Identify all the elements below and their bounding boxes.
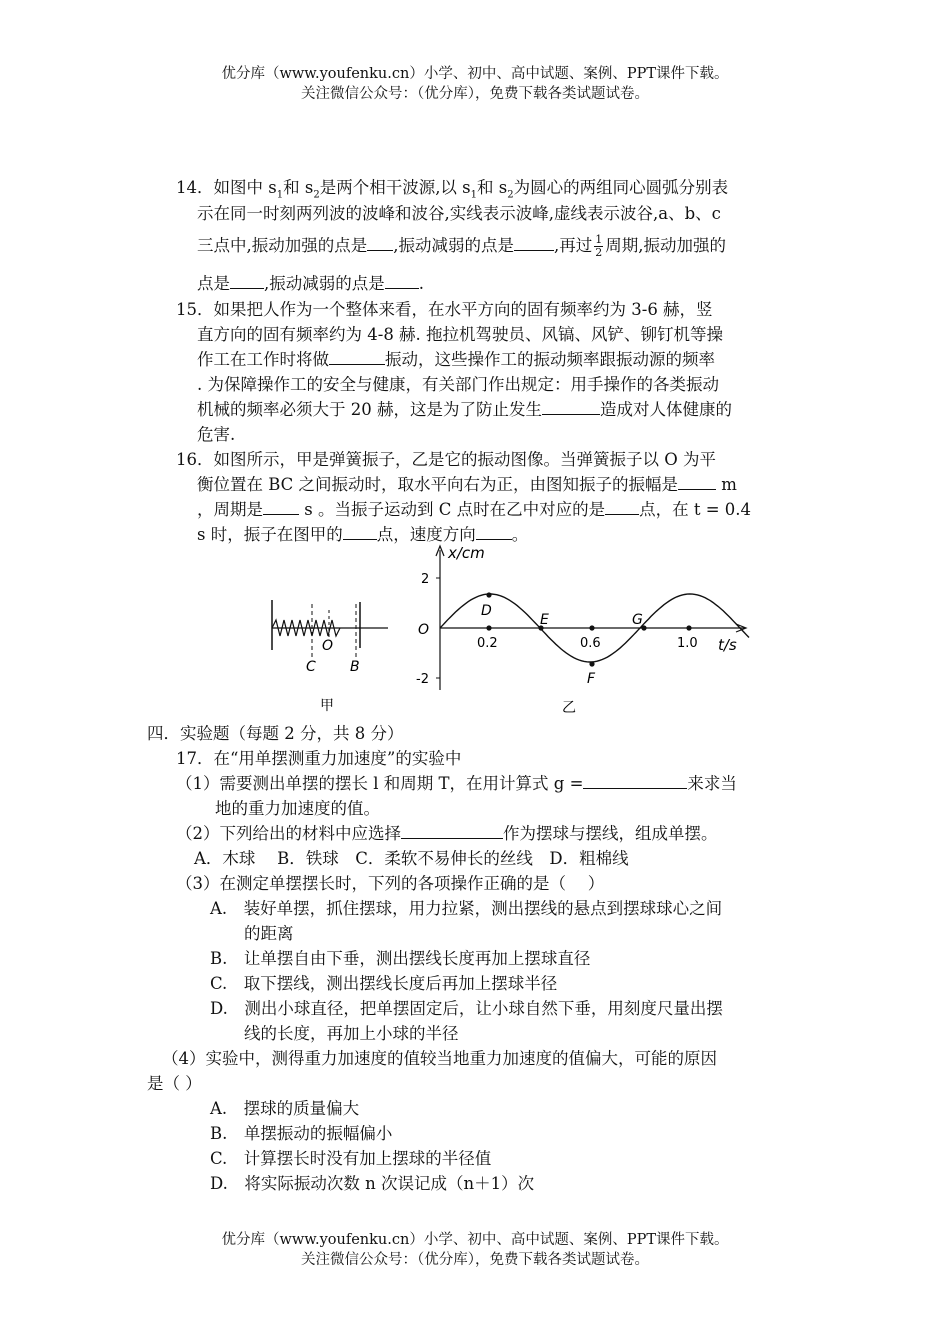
answer-blank[interactable] [401, 822, 503, 839]
q17-title: 17．在“用单摆测重力加速度”的实验中 [176, 749, 462, 768]
q17-part4-option-C: C. 计算摆长时没有加上摆球的半径值 [210, 1149, 492, 1168]
footer-line-1: 优分库（www.youfenku.cn）小学、初中、高中试题、案例、PPT课件下载。 [221, 1232, 729, 1248]
y-tick-label: -2 [416, 672, 429, 687]
spring-oscillator-diagram [272, 600, 388, 714]
answer-blank[interactable] [583, 772, 687, 789]
answer-blank[interactable] [678, 473, 716, 490]
fraction-one-half: $\frac{1}{2}$ [595, 233, 603, 259]
label-G: G [632, 612, 643, 628]
q14-line-4: 点是 ,振动减弱的点是 . [197, 274, 424, 293]
q16-line-2: 衡位置在 BC 之间振动时，取水平向右为正，由图知振子的振幅是 m [197, 475, 737, 494]
label-E: E [540, 612, 549, 628]
vibration-figure [260, 540, 780, 720]
answer-blank[interactable] [343, 523, 377, 540]
q15-line-4: . 为保障操作工的安全与健康，有关部门作出规定：用手操作的各类振动 [197, 375, 719, 394]
q15-line-3: 作工在工作时将做 振动，这些操作工的振动频率跟振动源的频率 [197, 350, 715, 369]
answer-blank[interactable] [263, 498, 299, 515]
tick-dot-0.6 [589, 625, 594, 630]
answer-blank[interactable] [367, 234, 393, 251]
origin-label: O [418, 622, 430, 638]
point-F [589, 661, 594, 666]
q17-part4-line2: 是（ ） [147, 1074, 202, 1093]
q14-line-1: 14．如图中 $s_1$和 $s_2$是两个相干波源,以 $s_1$和 $s_2$为圆心的两组同心圆弧分别表 [176, 178, 729, 201]
q15-line-5: 机械的频率必须大于 20 赫，这是为了防止发生 造成对人体健康的 [197, 400, 732, 419]
q17-part1-line2: 地的重力加速度的值。 [215, 799, 380, 818]
q15-line-2: 直方向的固有频率约为 4-8 赫. 拖拉机驾驶员、风镐、风铲、铆钉机等操 [197, 325, 724, 344]
label-O-jia: O [322, 638, 334, 654]
q15-line-1: 15．如果把人作为一个整体来看，在水平方向的固有频率约为 3-6 赫，竖 [176, 300, 713, 319]
answer-blank[interactable] [514, 234, 554, 251]
q14-line-3: 三点中,振动加强的点是 ,振动减弱的点是 ,再过 $\frac{1}{2}$ 周期,振动加强的 [197, 233, 726, 259]
q17-part3-option-B: B. 让单摆自由下垂，测出摆线长度再加上摆球直径 [210, 949, 591, 968]
q17-part4-line1: （4）实验中，测得重力加速度的值较当地重力加速度的值偏大，可能的原因 [162, 1049, 717, 1068]
answer-blank[interactable] [230, 272, 264, 289]
q15-line-6: 危害. [197, 425, 236, 444]
q17-part2: （2）下列给出的材料中应选择 作为摆球与摆线，组成单摆。 [176, 824, 718, 843]
y-tick-label: 2 [421, 572, 430, 587]
tick-dot-1.0 [686, 625, 691, 630]
spring [272, 620, 340, 636]
q17-part3-option-A-line1: A. 装好单摆，抓住摆球，用力拉紧，测出摆线的悬点到摆球球心之间 [210, 899, 723, 918]
header-line-2: 关注微信公众号：（优分库），免费下载各类试题试卷。 [301, 86, 649, 102]
q17-part3-option-D-line2: 线的长度，再加上小球的半径 [244, 1024, 459, 1043]
point-D [486, 592, 491, 597]
q16-line-3: ，周期是 s 。当振子运动到 C 点时在乙中对应的是 点，在 t = 0.4 [197, 500, 752, 519]
section-4-title: 四．实验题（每题 2 分，共 8 分） [147, 724, 404, 743]
answer-blank[interactable] [329, 348, 385, 365]
tick-dot-0.2 [486, 625, 491, 630]
answer-blank[interactable] [542, 398, 600, 415]
y-axis-label: x/cm [448, 544, 485, 562]
label-jia: 甲 [320, 698, 334, 714]
q17-part3-option-A-line2: 的距离 [244, 924, 294, 943]
q16-line-1: 16．如图所示，甲是弹簧振子，乙是它的振动图像。当弹簧振子以 O 为平 [176, 450, 717, 469]
label-C: C [306, 659, 316, 675]
q14-line-2: 示在同一时刻两列波的波峰和波谷,实线表示波峰,虚线表示波谷,a、b、c [197, 204, 721, 223]
q17-part3-option-D-line1: D. 测出小球直径，把单摆固定后，让小球自然下垂，用刻度尺量出摆 [210, 999, 723, 1018]
q16-line-4: s 时，振子在图甲的 点，速度方向 。 [197, 525, 529, 544]
q17-part4-option-B: B. 单摆振动的振幅偏小 [210, 1124, 393, 1143]
x-tick-label: 0.6 [580, 636, 601, 651]
x-axis-label: t/s [718, 636, 737, 654]
x-tick-label: 1.0 [677, 636, 698, 651]
answer-blank[interactable] [476, 523, 512, 540]
label-yi: 乙 [562, 700, 576, 716]
label-D: D [481, 603, 492, 619]
answer-blank[interactable] [385, 272, 419, 289]
q17-part3: （3）在测定单摆摆长时，下列的各项操作正确的是（ ） [176, 874, 605, 893]
label-B: B [350, 659, 360, 675]
q17-part2-options: A．木球 B．铁球 C．柔软不易伸长的丝线 D．粗棉线 [194, 849, 629, 868]
footer-line-2: 关注微信公众号：（优分库），免费下载各类试题试卷。 [301, 1252, 649, 1268]
q17-part4-option-D: D. 将实际振动次数 n 次误记成（n＋1）次 [210, 1174, 535, 1193]
q17-part3-option-C: C. 取下摆线，测出摆线长度后再加上摆球半径 [210, 974, 558, 993]
label-F: F [587, 671, 596, 687]
q17-part4-option-A: A. 摆球的质量偏大 [210, 1099, 360, 1118]
header-line-1: 优分库（www.youfenku.cn）小学、初中、高中试题、案例、PPT课件下载。 [221, 66, 729, 82]
x-tick-label: 0.2 [477, 636, 498, 651]
vibration-graph [416, 544, 749, 716]
answer-blank[interactable] [605, 498, 639, 515]
q17-part1-line1: （1）需要测出单摆的摆长 l 和周期 T，在用计算式 g = 来求当 [176, 774, 737, 793]
